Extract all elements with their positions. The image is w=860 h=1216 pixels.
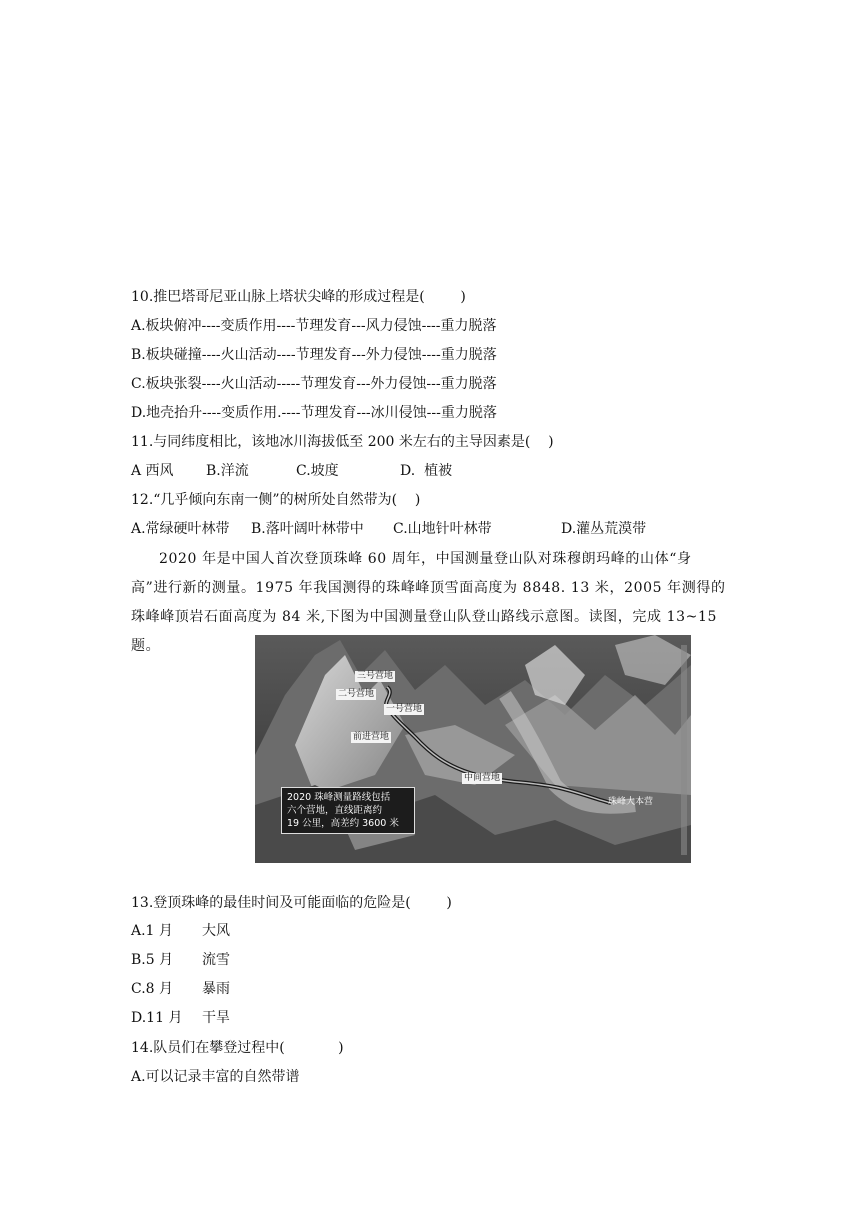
q12-option-b: B.落叶阔叶林带中	[251, 521, 364, 537]
q13-option-a	[131, 916, 230, 945]
q13-options	[131, 916, 230, 1032]
camp3-label: 三号营地	[357, 671, 394, 681]
q13-stem: 13.登顶珠峰的最佳时间及可能面临的危险是( )	[131, 895, 452, 911]
reading-passage: 2020 年是中国人首次登顶珠峰 60 周年，中国测量登山队对珠穆朗玛峰的山体“身高”进行新的测量。1975 年我国测得的珠峰峰顶雪面高度为 8848. 13 米，2005 年测得的珠峰峰顶岩石面高度为 84 米,下图为中国测量登山队登山路线示意图。读图，完成 13~15 题。	[131, 551, 726, 654]
q13-option-danger: 大风	[202, 922, 230, 939]
camp2-label: 二号营地	[338, 689, 375, 699]
q12-option-c: C.山地针叶林带	[393, 521, 492, 537]
q11-stem: 11.与同纬度相比，该地冰川海拔低至 200 米左右的主导因素是( )	[131, 434, 554, 450]
camp1-label: 一号营地	[386, 704, 423, 714]
advance-camp-label: 前进营地	[353, 732, 390, 742]
q11-option-b: B.洋流	[206, 463, 249, 479]
q10-stem: 10.推巴塔哥尼亚山脉上塔状尖峰的形成过程是( )	[131, 289, 466, 305]
q13-option-b	[131, 945, 230, 974]
q13-option-month: D.11 月	[131, 1009, 183, 1026]
q10-option-b: B.板块碰撞----火山活动----节理发育---外力侵蚀----重力脱落	[131, 347, 497, 363]
q14-stem: 14.队员们在攀登过程中( )	[131, 1040, 344, 1056]
q12-stem: 12.“几乎倾向东南一侧”的树所处自然带为( )	[131, 492, 421, 508]
route-map-image	[255, 635, 691, 863]
q12-option-d: D.灌丛荒漠带	[561, 521, 647, 537]
q13-option-month: A.1 月	[131, 922, 173, 939]
base-camp-label: 珠峰大本营	[608, 797, 654, 807]
q13-option-c	[131, 974, 230, 1003]
q12-option-a: A.常绿硬叶林带	[131, 521, 230, 537]
route-info-line: 六个营地，直线距离约	[287, 805, 383, 816]
route-info-line: 19 公里，高差约 3600 米	[287, 818, 399, 829]
q14-option-a: A.可以记录丰富的自然带谱	[131, 1069, 300, 1085]
q13-option-danger: 流雪	[202, 951, 230, 968]
q10-option-a: A.板块俯冲----变质作用----节理发育---风力侵蚀----重力脱落	[131, 318, 497, 334]
q13-option-month: B.5 月	[131, 951, 174, 968]
route-info-line: 2020 珠峰测量路线包括	[287, 792, 391, 803]
q13-option-month: C.8 月	[131, 980, 174, 997]
q11-option-d: D. 植被	[400, 463, 453, 479]
q10-option-c: C.板块张裂----火山活动-----节理发育---外力侵蚀---重力脱落	[131, 376, 497, 392]
q10-option-d: D.地壳抬升----变质作用.----节理发育---冰川侵蚀---重力脱落	[131, 405, 497, 421]
q13-option-danger: 干旱	[202, 1009, 230, 1026]
q13-option-danger: 暴雨	[202, 980, 230, 997]
route-info-box	[281, 787, 415, 834]
q13-option-d	[131, 1003, 230, 1032]
q11-option-c: C.坡度	[296, 463, 339, 479]
middle-camp-label: 中间营地	[464, 773, 501, 783]
q11-option-a: A 西风	[131, 463, 174, 479]
